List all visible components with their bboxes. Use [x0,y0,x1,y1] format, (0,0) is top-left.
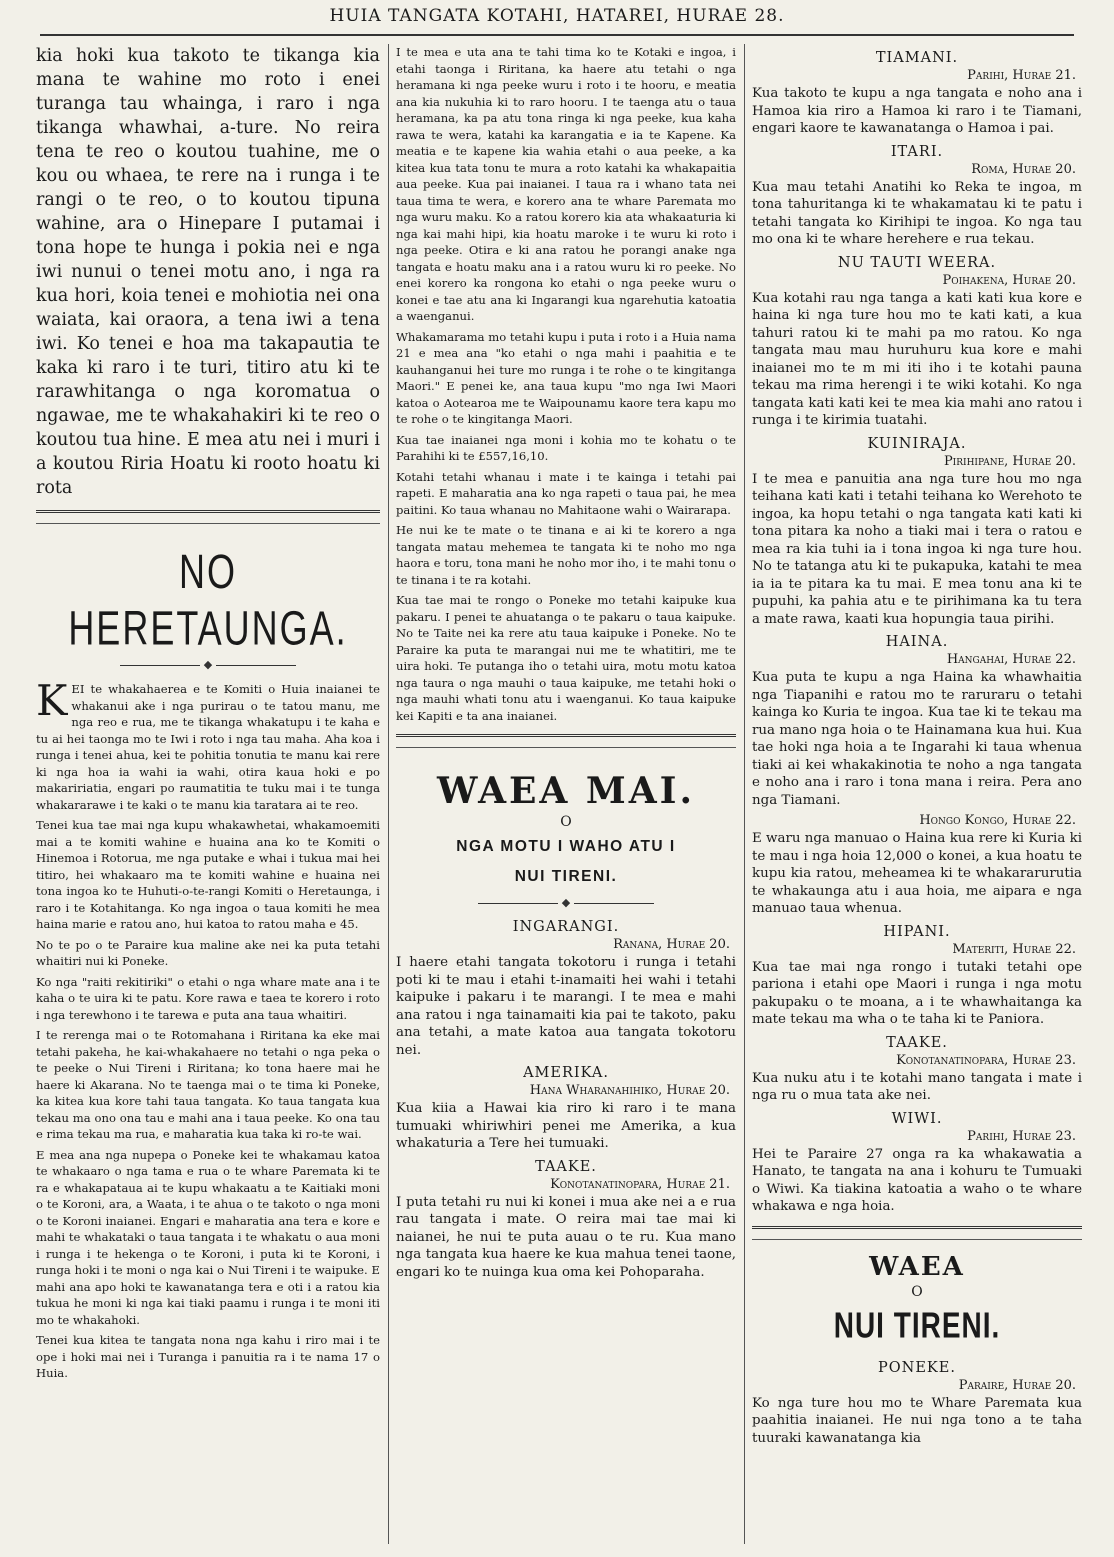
article-paragraph: No te po o te Paraire kua maline ake nei ka puta tetahi whaitiri nui ki Poneke. [36,937,380,968]
article-paragraph: Ko nga "raiti rekitiriki" o etahi o nga whare mate ana i te kaha o te uira ki te patu. Kore rawa e taea te korero i roto i nga terewhono i te tarewa e puta ana taua whaitiri. [36,974,380,1022]
article-paragraph: I te rerenga mai o te Rotomahana i Riritana ka eke mai tetahi pakeha, he kai-whakahaere no tetahi o nga peka o te peeke o Nui Tireni i Riritana; ko tona haere mai he haere ki Akarana. No te taenga mai o te tima ki Poneke, ka kitea kua kore tahi taua tangata. Ko taua tangata kua tekau ma ono ona tau e mahi ana i taua peeke. Ko ona tau e rima tekau ma rua, e maharatia kua taka ki ro-te wai. [36,1028,380,1141]
column-divider [388,44,389,1544]
section-title: TAAKE. [535,1158,597,1175]
section-divider [396,734,736,748]
dateline: Parihi, Hurae 23. [967,1128,1076,1144]
section-title: TAAKE. [886,1034,948,1051]
column-1 [36,44,380,1544]
dateline: Materiti, Hurae 22. [952,941,1076,957]
news-item: Kua tae mai nga rongo i tutaki tetahi ope pariona i etahi ope Maori i runga i nga motu pakupaku o te moana, a i te whawhaitanga ka mate tekau ma wha o te taha ki te Paniora. [752,959,1082,1027]
section-divider [36,510,380,524]
news-item: Kua puta te kupu a nga Haina ka whawhaitia nga Tiapanihi e ratou mo te raruraru o tetahi kainga ko Kuria te ingoa. Kua tae ki te tekau ma rua mano nga hoia o te Hainamana kua hui. Kua tae hoki nga hoia a te Ingarahi ki taua whenua tiaki ai kei whakakinotia te noho a nga tangata e noho ana i raro i tona mana i reira. Pera ano nga Tiamani. [752,670,1082,808]
dateline: Roma, Hurae 20. [971,161,1076,177]
news-item: Kua nuku atu i te kotahi mano tangata i mate i nga ru o mua tata ake nei. [752,1070,1082,1103]
section-divider [752,1226,1082,1240]
dateline: Konotanatinopara, Hurae 21. [550,1176,730,1192]
news-item: I puta tetahi ru nui ki konei i mua ake nei a e rua rau tangata i mate. O reira mai tae mai ki naianei, he nui te puta auau o te ru. Kua mano nga tangata kua haere ke kua mahua tenei taone, engari ko te nuinga kua oma kei Pohoparaha. [396,1194,736,1280]
dateline: Konotanatinopara, Hurae 23. [896,1052,1076,1068]
section-title: ITARI. [890,143,944,160]
column-3 [752,44,1082,1544]
section-title: WIWI. [891,1110,943,1127]
drop-cap: K [36,676,68,725]
article-paragraph: KEI te whakahaerea e te Komiti o Huia inaianei te whakanui ake i nga purirau o te tatou manu, me nga reo e rua, me te tikanga whakatupu i te kaha e tu ai hei taonga mo te Iwi i roto i nga tau maha. Aha koa i runga i tenei ahua, kei te pohitia tonutia te manu kai rere ki nga hoa ia wahi ia wahi, otira kaua hoki e po makaririatia, engari po raumatitia te tuku mai i te tunga whakararawe i te kaki o te manu kia taratara ai te reo. [36,676,380,812]
dateline: Paraire, Hurae 20. [958,1377,1076,1393]
article-paragraph: E mea ana nga nupepa o Poneke kei te whakamau katoa te whakaaro o nga tama e rua o te whare Paremata ki te ra e whakapataua ai te kupu whakaatu a te Kaitiaki moni o te Koroni, ara, a Waata, i te ahua o te takoto o nga moni o te Koroni inaianei. Engari e maharatia ana tera e kore e mahi te whakataki o taua tangata i te whakatu o aua moni i runga i te hekenga o te Koroni, i puta ki te Koroni, i runga hoki i te moni o nga kai o Nui Tireni i te waipuke. E mahi ana apo hoki te kawanatanga tera e oti i a ratou kia tukua he moni ki nga kai tiaki paamu i runga i te moni iti mo te whakahoki. [36,1147,380,1327]
column-divider [744,44,745,1544]
heading-o: O [911,1283,923,1300]
heading-nui-tireni: NUI TIRENI. [833,1304,1001,1345]
news-item: I haere etahi tangata tokotoru i runga i tetahi poti ki te mau i etahi t-inamaiti hei wahi i tetahi kaipuke i pakaru i te marangi. I te mea e mahi ana ratou i nga tainamaiti kia pai te takoto, paku ana tetahi, a mate katoa aua tangata tokotoru nei. [396,955,736,1058]
dateline: Pirihipane, Hurae 20. [943,453,1076,469]
dateline: Poihakena, Hurae 20. [942,272,1076,288]
news-item: Kua kotahi rau nga tanga a kati kati kua kore e haina ki nga ture hou mo te kati kati, a kua tahuri ratou ki te mahi pa mo ratou. Ko nga tangata mau mau huruhuru kua kore e mahi inaianei mo te m mi iti iho i te kotahi pauna tekau ma rima herengi i te wiki kotahi. Ko nga tangata kati kati kei te mea kia mahi ano ratou i runga i te kirimia tuatahi. [752,290,1082,428]
news-item: Kua kiia a Hawai kia riro ki raro i te mana tumuaki whiriwhiri penei me Amerika, a kua whakaturia a Tere hei tumuaki. [396,1101,736,1151]
section-title: KUINIRAJA. [867,435,967,452]
section-title: NU TAUTI WEERA. [837,254,997,271]
article-paragraph: Kotahi tetahi whanau i mate i te kainga i tetahi pai rapeti. E maharatia ana ko nga rapeti o taua pai, he mea paitini. Ko taua whanau no Mahitaone wahi o Wairarapa. [396,469,736,517]
dateline: Hana Wharanahihiko, Hurae 20. [529,1083,730,1098]
dateline: Hangahai, Hurae 22. [946,652,1076,667]
ornament: ◆ [36,658,380,671]
news-item: Kua takoto te kupu a nga tangata e noho ana i Hamoa kia riro a Hamoa ki raro i te Tiamani, engari kaore te kawanatanga o Hamoa i pai. [752,86,1082,136]
article-paragraph: Whakamarama mo tetahi kupu i puta i roto i a Huia nama 21 e mea ana "ko etahi o nga mahi i paahitia e te kauhanganui hei ture mo runga i te rohe o te kingitanga Maori." E penei ke, ana taua kupu "mo nga Iwi Maori katoa o Aotearoa me te Waipounamu kaore tera kapu mo te rohe o te kingitanga Maori. [396,329,736,426]
article-paragraph: He nui ke te mate o te tinana e ai ki te korero a nga tangata matau mehemea te tangata ki te noho mo nga haora e toru, tona mani he noho mor iho, i te mahi tonu o te tinana i te ra kotahi. [396,523,736,587]
section-title: AMERIKA. [523,1065,609,1081]
article-paragraph: Tenei kua kitea te tangata nona nga kahu i riro mai i te ope i hoki mai nei i Turanga i panuitia ra i te nama 17 o Huia. [36,1333,380,1380]
article-paragraph: Tenei kua tae mai nga kupu whakawhetai, whakamoemiti mai a te komiti wahine e huaina ana ko te Komiti o Hinemoa i Rotorua, me nga putake e whai i tukua mai hei titiro, hei whakaaro ma te komiti wahine e huaina nei tona ingoa ko te Huhuti-o-te-rangi Komiti o Heretaunga, i raro i te Kotahitanga. Ko nga ingoa o taua komiti he mea haina marie e ratou ano, hui katoa to ratou maha e 45. [36,818,380,931]
section-title: HAINA. [885,634,949,650]
news-item: E waru nga manuao o Haina kua rere ki Kuria ki te mau i nga hoia 12,000 o konei, a kua hoatu te kupu kia ratou, meheamea ki te whakararurutia te whakaunga atu i aua hoia, me aipara e nga manuao taua whenua. [752,831,1082,916]
article-paragraph: Kua tae inaianei nga moni i kohia mo te kohatu o te Parahihi ki te £557,16,10. [396,432,736,463]
news-item: Hei te Paraire 27 onga ra ka whakawatia a Hanato, te tangata na ana i kohuru te Tumuaki o Wiwi. Ka tiakina katoatia a waho o te whare whakawa e nga hoia. [752,1146,1082,1214]
section-title: TIAMANI. [875,50,959,66]
masthead-rule [40,34,1074,36]
heading-o: O [560,814,572,830]
column-2 [396,44,736,1544]
heading-waea-mai: WAEA MAI. [436,770,696,812]
dateline: Hongo Kongo, Hurae 22. [919,813,1076,828]
masthead [40,6,1074,34]
section-title: PONEKE. [878,1359,956,1376]
heading-no-heretaunga: NO HERETAUNGA. [68,543,348,656]
article-paragraph: Kua tae mai te rongo o Poneke mo tetahi kaipuke kua pakaru. I penei te ahuatanga o te pakaru o taua kaipuke. No te Taite nei ka rere atu taua kaipuke i Poneke. No te Paraire ka puta te marangai nui me te whatitiri, me te uira hoki. Te putanga iho o tetahi uira, motu motu katoa nga taura o nga mauhi o taua kaipuke, me tetahi hoki o nga mauhi whati tonu atu i waenganui. Ko taua kaipuke kei Kapiti e ta ana inaianei. [396,593,736,723]
heading-sub: NGA MOTU I WAHO ATU I [456,838,676,855]
news-item: Kua mau tetahi Anatihi ko Reka te ingoa, m tona tahuritanga ki te whakamatau ki te patu i tetahi tangata ko Kirihipi te ingoa. Ko nga tau mo ona ki te whare herehere e rua tekau. [752,179,1082,247]
news-item: I te mea e panuitia ana nga ture hou mo nga teihana kati kati i tetahi teihana ko Werehoto te ingoa, ka hopu tetahi o nga tangata kati kati ki tona pitara ka noho a tiaki mai i tera o ratou e mea ra kia tuhi ia i tona ingoa ki nga ture hou. No te tatanga atu ki te pukapuka, katahi te mea ia ia te pitara ka tu mai. E mea tonu ana ki te pupuhi, ka pahia atu e te pirihimana ka tu tera a mate rawa, kaati kua hopungia taua pirihi. [752,471,1082,627]
masthead-title: HUIA TANGATA KOTAHI, HATAREI, HURAE 28. [329,6,785,26]
intro-paragraph: kia hoki kua takoto te tikanga kia mana te wahine mo roto i enei turanga tau whainga, i raro i nga tikanga whawhai, a-ture. No reira tena te reo o koutou tuahine, me o kou ou whaea, te rere na i runga i te rangi o te reo, o to koutou tipuna wahine, ara o Hinepare I putamai i tona hope te hunga i pokia nei e nga iwi nunui o tenei motu ano, i nga ra kua hori, koia tenei e mohiotia nei ona waiata, kai oraora, a tena iwi a tena iwi. Ko tenei e hoa ma takapautia te kaka ki raro i te turi, titiro atu ki te rarawhitanga o nga koromatua o ngawae, me te whakahakiri ki te reo o koutou tua hine. E mea atu nei i muri i a koutou Riria Hoatu ki rooto hoatu ki rota [36,46,380,498]
dateline: Ranana, Hurae 20. [613,937,730,952]
ornament: ◆ [396,896,736,909]
section-title: HIPANI. [883,923,951,940]
section-title: INGARANGI. [512,919,620,935]
heading-sub: NUI TIRENI. [514,868,618,885]
heading-waea: WAEA [869,1251,965,1282]
dateline: Parihi, Hurae 21. [967,68,1076,83]
news-item: Ko nga ture hou mo te Whare Paremata kua paahitia inaianei. He nui nga tono a te taha tuuraki kawanatanga kia [752,1395,1082,1446]
article-paragraph: I te mea e uta ana te tahi tima ko te Kotaki e ingoa, i etahi taonga i Riritana, ka haere atu tetahi o nga heramana ki nga peeke wuru i roto i te hooru, e meatia ana kia nukuhia ki to raro hooru. I te taenga atu o taua heramana, ka pa atu tona ringa ki nga peeke, kua kaha rawa te wera, katahi ka karangatia e ia te Kapene. Ka meatia e te kapene kia wahia etahi o aua peeke, a ka kitea kua tata tonu te mura a roto katahi ka whakapaitia aua peeke. Kua pai inaianei. I taua ra i whano tata nei taua tima te wera, e korero ana te whare Paremata mo nga wuru maku. Ko a ratou korero kia ata whakaaturia ki nga kai mahi hipi, kia hoatu maroke i te wuru ki roto i nga peeke. Otira e ki ana ratou he porangi anake nga tangata e hoatu maku ana i a ratou wuru ki ro peeke. No enei korero ka rongona ko etahi o nga peeke wuru o konei e tae atu ana ki Ingarangi kua ngarehutia katoatia a waenganui. [396,45,736,323]
